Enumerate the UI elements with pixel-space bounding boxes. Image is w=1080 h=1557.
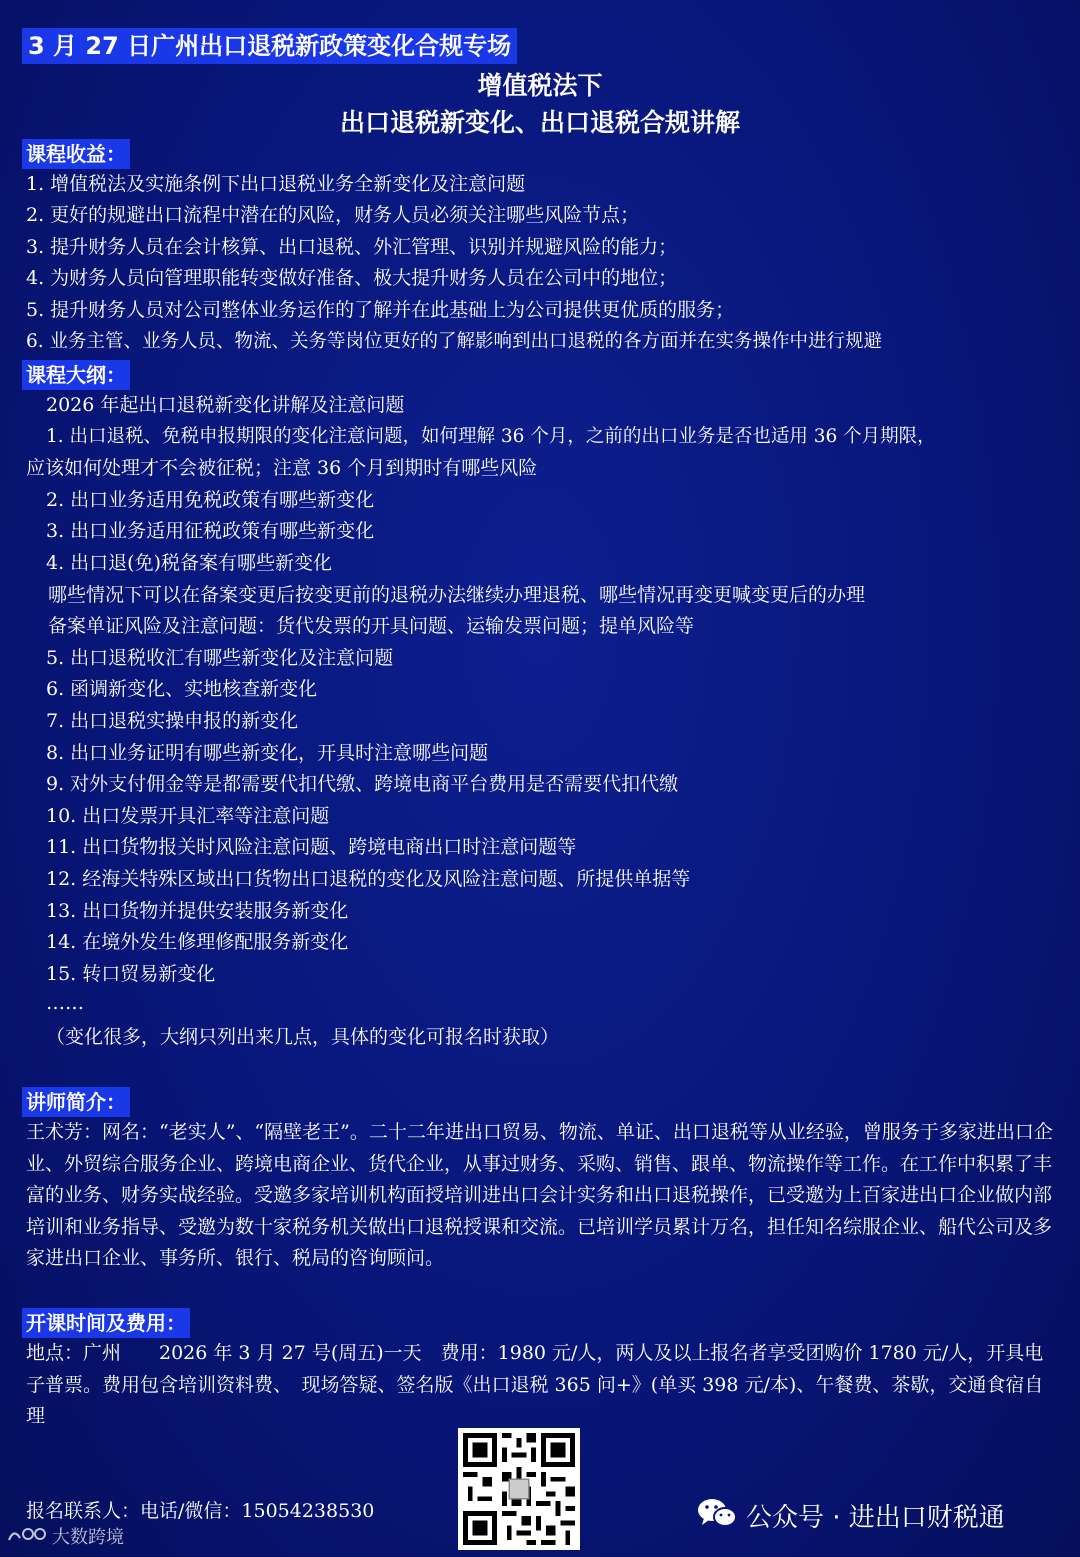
outline-item: 14. 在境外发生修理修配服务新变化 xyxy=(46,931,349,953)
outline-item: 13. 出口货物并提供安装服务新变化 xyxy=(46,900,349,922)
outline-item: 3. 出口业务适用征税政策有哪些新变化 xyxy=(46,520,375,542)
outline-heading: 课程大纲： xyxy=(22,360,130,390)
watermark xyxy=(6,1522,124,1550)
outline-item: 2. 出口业务适用免税政策有哪些新变化 xyxy=(46,489,375,511)
watermark-logo-icon xyxy=(6,1522,48,1550)
wechat-icon xyxy=(696,1496,738,1534)
outline-item: 4. 出口退(免)税备案有哪些新变化 xyxy=(46,552,332,574)
outline-item: 9. 对外支付佣金等是都需要代扣代缴、跨境电商平台费用是否需要代扣代缴 xyxy=(46,773,679,795)
wechat-label: 公众号 · 进出口财税通 xyxy=(746,1502,1005,1533)
lecturer-bio: 王术芳：网名：“老实人”、“隔壁老王”。二十二年进出口贸易、物流、单证、出口退税等从业经验，曾服务于多家进出口企业、外贸综合服务企业、跨境电商企业、货代企业，从事过财务、采购、销售、跟单、物流操作等工作。在工作中积累了丰富的业务、财务实战经验。受邀多家培训机构面授培训进出口会计实务和出口退税操作，已受邀为上百家进出口企业做内部培训和业务指导、受邀为数十家税务机关做出口退税授课和交流。已培训学员累计万名，担任知名综服企业、船代公司及多家进出口企业、事务所、银行、税局的咨询顾问。 xyxy=(26,1121,1053,1270)
outline-item: 6. 函调新变化、实地核查新变化 xyxy=(46,678,318,700)
benefit-item: 1. 增值税法及实施条例下出口退税业务全新变化及注意问题 xyxy=(26,173,526,195)
benefit-item: 4. 为财务人员向管理职能转变做好准备、极大提升财务人员在公司中的地位； xyxy=(26,267,678,289)
outline-item: 5. 出口退税收汇有哪些新变化及注意问题 xyxy=(46,647,394,669)
schedule-heading: 开课时间及费用： xyxy=(22,1308,190,1338)
benefits-heading: 课程收益： xyxy=(22,139,130,169)
outline-ellipsis: …… xyxy=(46,992,84,1014)
benefit-item: 2. 更好的规避出口流程中潜在的风险，财务人员必须关注哪些风险节点； xyxy=(26,204,640,226)
outline-item: 7. 出口退税实操申报的新变化 xyxy=(46,710,299,732)
watermark-label: 大数跨境 xyxy=(52,1527,124,1548)
benefit-item: 5. 提升财务人员对公司整体业务运作的了解并在此基础上为公司提供更优质的服务； xyxy=(26,299,735,321)
outline-subitem: 哪些情况下可以在备案变更后按变更前的退税办法继续办理退税、哪些情况再变更喊变更后的办理 xyxy=(48,584,866,606)
lecturer-heading: 讲师简介： xyxy=(22,1087,130,1117)
outline-item: 12. 经海关特殊区域出口货物出口退税的变化及风险注意问题、所提供单据等 xyxy=(46,868,691,890)
outline-intro: 2026 年起出口退税新变化讲解及注意问题 xyxy=(46,394,405,416)
outline-item: 1. 出口退税、免税申报期限的变化注意问题，如何理解 36 个月，之前的出口业务是否也适用 36 个月期限， xyxy=(46,426,936,447)
outline-note: （变化很多，大纲只列出来几点，具体的变化可报名时获取） xyxy=(46,1026,560,1048)
event-title: 3 月 27 日广州出口退税新政策变化合规专场 xyxy=(22,28,517,64)
benefit-item: 6. 业务主管、业务人员、物流、关务等岗位更好的了解影响到出口退税的各方面并在实务操作中进行规避 xyxy=(26,331,883,352)
outline-item: 8. 出口业务证明有哪些新变化，开具时注意哪些问题 xyxy=(46,742,489,764)
outline-item: 15. 转口贸易新变化 xyxy=(46,963,216,985)
contact-info: 报名联系人：电话/微信：15054238530 xyxy=(26,1500,375,1522)
main-title-line1: 增值税法下 xyxy=(477,71,603,100)
outline-item-continued: 应该如何处理才不会被征税；注意 36 个月到期时有哪些风险 xyxy=(26,457,538,479)
benefit-item: 3. 提升财务人员在会计核算、出口退税、外汇管理、识别并规避风险的能力； xyxy=(26,236,678,258)
main-title-line2: 出口退税新变化、出口退税合规讲解 xyxy=(339,108,740,137)
outline-subitem: 备案单证风险及注意问题：货代发票的开具问题、运输发票问题；提单风险等 xyxy=(48,615,695,637)
qr-code xyxy=(458,1428,580,1550)
outline-item: 10. 出口发票开具汇率等注意问题 xyxy=(46,805,330,827)
schedule-details: 地点：广州 2026 年 3 月 27 号(周五)一天 费用：1980 元/人，两人及以上报名者享受团购价 1780 元/人，开具电子普票。费用包含培训资料费、 现场答疑、签名版《出口退税 365 问+》(单买 398 元/本)、午餐费、茶歇，交通食宿自理 xyxy=(26,1342,1044,1428)
wechat-account xyxy=(696,1496,1005,1534)
outline-item: 11. 出口货物报关时风险注意问题、跨境电商出口时注意问题等 xyxy=(46,836,577,858)
